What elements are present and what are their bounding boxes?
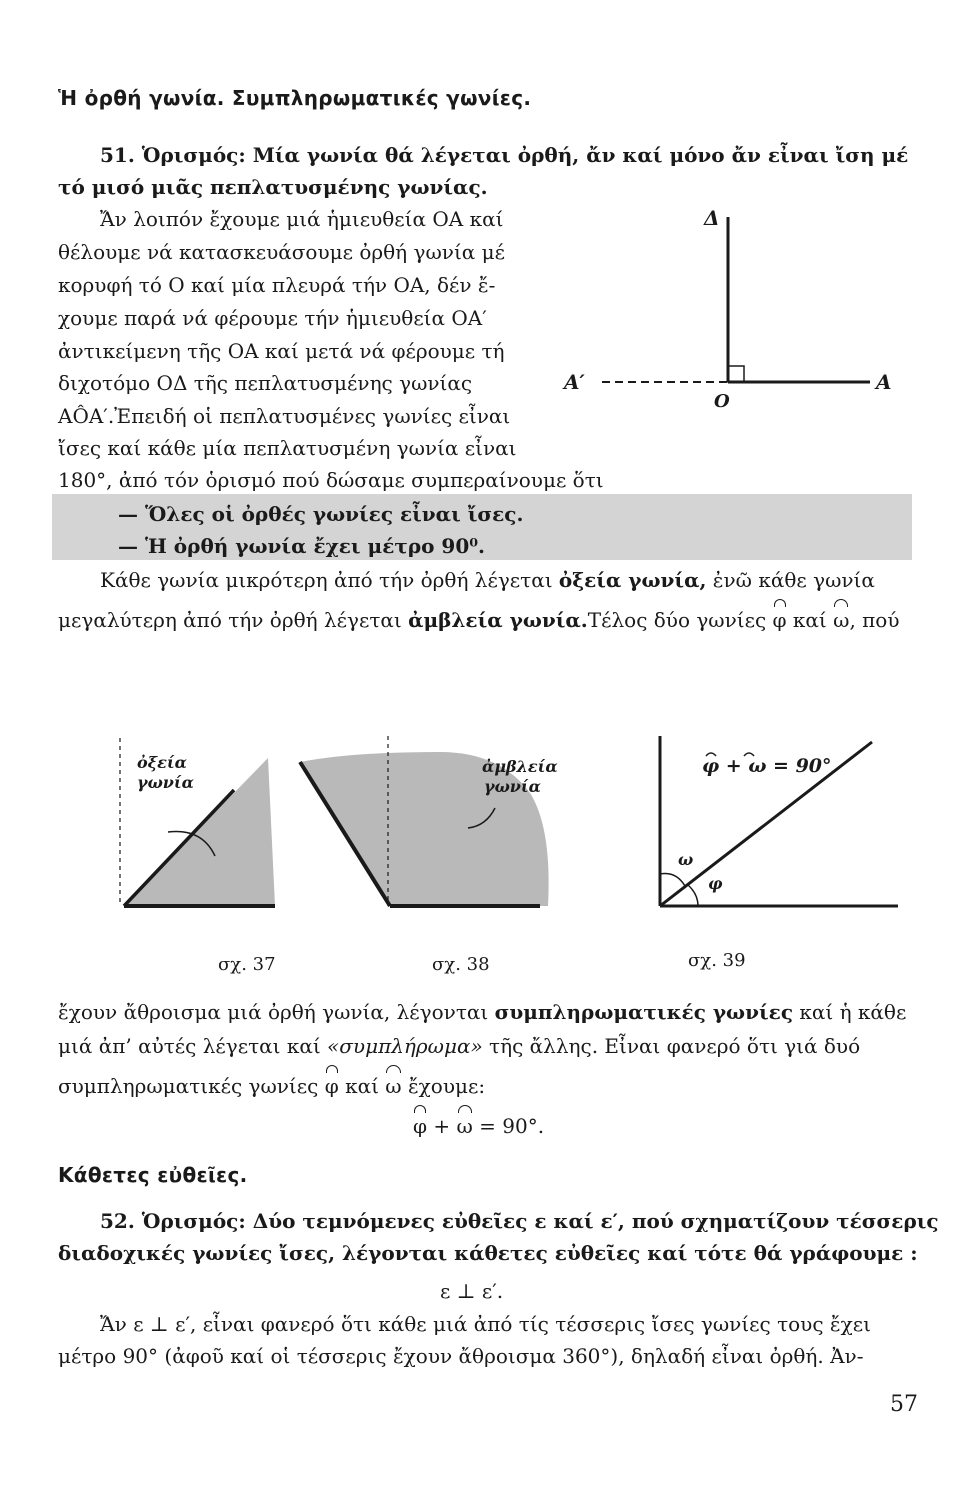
- fig38-label-line-2: γωνία: [484, 777, 541, 796]
- angle-phi: φ: [325, 1070, 339, 1102]
- angle-omega: ω: [385, 1070, 401, 1102]
- para1-line-1: Ἄν λοιπόν ἔχουμε μιά ἡμιευθεία ΟΑ καί: [100, 207, 504, 231]
- angle-omega: ω: [833, 604, 849, 636]
- figure-39-caption: σχ. 39: [688, 950, 746, 971]
- figure-38-caption: σχ. 38: [432, 954, 490, 975]
- para1-line-9: 180°, ἀπό τόν ὁρισμό πού δώσαμε συμπεραίνουμε ὅτι: [58, 468, 604, 492]
- para3-text: καί: [338, 1074, 386, 1098]
- definition-51-line-2: τό μισό μιᾶς πεπλατυσμένης γωνίας.: [58, 175, 488, 199]
- para3-text: τῆς ἄλλης. Εἶναι φανερό ὅτι γιά δυό: [482, 1034, 861, 1058]
- figure-37-acute-angle: [110, 728, 295, 913]
- term-obtuse-angle: ἀμβλεία γωνία.: [408, 608, 588, 632]
- figure-37-caption: σχ. 37: [218, 954, 276, 975]
- para3-line-3: [58, 1070, 485, 1102]
- complementary-equation: [413, 1110, 544, 1142]
- label-A-prime: A′: [564, 370, 585, 394]
- perpendicular-formula: ε ⊥ ε′.: [440, 1279, 504, 1303]
- fig37-label-line-2: γωνία: [137, 773, 194, 792]
- label-O: O: [714, 391, 730, 412]
- fig38-label-line-1: ἀμβλεία: [482, 757, 558, 776]
- label-D: Δ: [704, 206, 720, 230]
- para1-line-5: ἀντικείμενη τῆς ΟΑ καί μετά νά φέρουμε τή: [58, 339, 505, 363]
- figure-39-complementary-angles: [640, 728, 910, 913]
- page-number: 57: [890, 1392, 918, 1417]
- angle-phi: φ: [413, 1110, 427, 1142]
- conclusion-1: — Ὅλες οἱ ὀρθές γωνίες εἶναι ἴσες.: [118, 502, 524, 526]
- para2-text: καί: [786, 608, 834, 632]
- equation-result: = 90°.: [472, 1114, 545, 1138]
- angle-phi: φ: [773, 604, 787, 636]
- definition-label: Ὁρισμός:: [141, 1209, 246, 1233]
- definition-51-line-1: [100, 139, 910, 171]
- para2-text: Κάθε γωνία μικρότερη ἀπό τήν ὀρθή λέγεται: [100, 568, 559, 592]
- para2-text: Τέλος δύο γωνίες: [587, 608, 773, 632]
- para1-line-7: [58, 400, 510, 432]
- definition-label: Ὁρισμός:: [141, 143, 246, 167]
- angle-omega: ω: [457, 1110, 473, 1142]
- para1-line-6: διχοτόμο ΟΔ τῆς πεπλατυσμένης γωνίας: [58, 371, 473, 395]
- para4-line-1: Ἄν ε ⊥ ε′, εἶναι φανερό ὅτι κάθε μιά ἀπό τίς τέσσερις ἴσες γωνίες τους ἔχει: [100, 1312, 871, 1336]
- para1-line-3: κορυφή τό Ο καί μία πλευρά τήν ΟΑ, δέν ἔ-: [58, 273, 496, 297]
- para1-line-8: ἴσες καί κάθε μία πεπλατυσμένη γωνία εἶναι: [58, 436, 517, 460]
- subheading-perpendicular-lines: Κάθετες εὐθεῖες.: [58, 1163, 248, 1187]
- para1-line-7-text: .Ἐπειδή οἱ πεπλατυσμένες γωνίες εἶναι: [107, 404, 511, 428]
- definition-text: Δύο τεμνόμενες εὐθεῖες ε καί ε′, πού σχηματίζουν τέσσερις: [252, 1209, 939, 1233]
- para3-text: μιά ἀπ’ αὐτές λέγεται καί: [58, 1034, 328, 1058]
- para2-text: ἐνῶ κάθε γωνία: [706, 568, 875, 592]
- para2-text: μεγαλύτερη ἀπό τήν ὀρθή λέγεται: [58, 608, 409, 632]
- definition-52-line-2: διαδοχικές γωνίες ἴσες, λέγονται κάθετες εὐθεῖες καί τότε θά γράφουμε :: [58, 1241, 918, 1265]
- fig39-formula: φ + ω = 90°: [702, 755, 832, 777]
- fig39-phi-label: φ: [708, 874, 723, 893]
- para3-line-1: [58, 996, 906, 1028]
- definition-52-line-1: [100, 1205, 939, 1237]
- term-complement: «συμπλήρωμα»: [327, 1034, 483, 1058]
- label-A: A: [876, 370, 892, 394]
- omega-arc: [660, 874, 685, 887]
- para4-line-2: μέτρο 90° (ἀφοῦ καί οἱ τέσσερις ἔχουν ἄθροισμα 360°), δηλαδή εἶναι ὀρθή. Ἀν-: [58, 1344, 864, 1368]
- para2-line-1: [100, 564, 875, 596]
- right-angle-figure: [560, 195, 905, 420]
- definition-number: 51.: [100, 143, 135, 167]
- definition-number: 52.: [100, 1209, 135, 1233]
- para3-text: ἔχουν ἄθροισμα μιά ὀρθή γωνία, λέγονται: [58, 1000, 495, 1024]
- term-complementary-angles: συμπληρωματικές γωνίες: [494, 1000, 793, 1024]
- plus-sign: +: [427, 1114, 457, 1138]
- para3-text: ἔχουμε:: [401, 1074, 486, 1098]
- conclusion-2: — Ἡ ὀρθή γωνία ἔχει μέτρο 90⁰.: [118, 534, 485, 558]
- definition-text: Μία γωνία θά λέγεται ὀρθή, ἄν καί μόνο ἄν εἶναι ἴση μέ: [252, 143, 909, 167]
- para3-text: καί ἡ κάθε: [793, 1000, 907, 1024]
- figure-38-obtuse-angle: [290, 728, 565, 913]
- para2-text: , πού: [849, 608, 900, 632]
- para3-text: συμπληρωματικές γωνίες: [58, 1074, 325, 1098]
- angle-AOA-prime: AÔA′: [58, 404, 108, 428]
- para1-line-4: χουμε παρά νά φέρουμε τήν ἡμιευθεία ΟΑ′: [58, 306, 487, 330]
- section-heading: Ἡ ὀρθή γωνία. Συμπληρωματικές γωνίες.: [58, 86, 532, 110]
- right-angle-marker: [728, 366, 744, 382]
- fig37-label-line-1: ὀξεία: [137, 753, 187, 772]
- para1-line-2: θέλουμε νά κατασκευάσουμε ὀρθή γωνία μέ: [58, 240, 506, 264]
- term-acute-angle: ὀξεία γωνία,: [558, 568, 707, 592]
- phi-arc: [688, 885, 698, 906]
- fig39-omega-label: ω: [678, 850, 694, 869]
- para2-line-2: [58, 604, 900, 636]
- para3-line-2: [58, 1030, 860, 1062]
